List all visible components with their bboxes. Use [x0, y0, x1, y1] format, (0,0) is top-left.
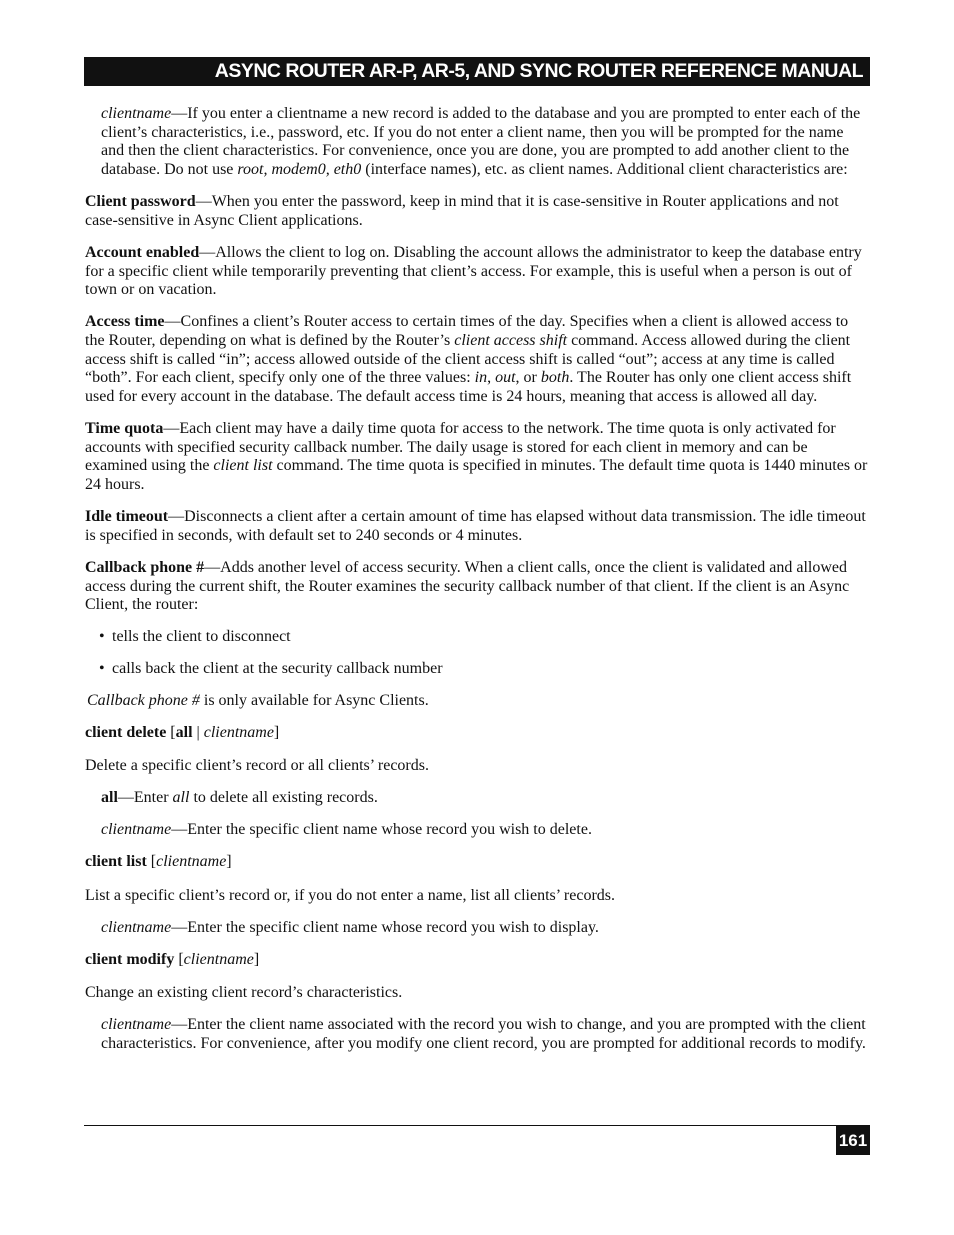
clientname-paragraph: clientname—If you enter a clientname a new record is added to the database and you are prompted to enter each of the client’s characteristics, i.e., password, etc. If you do not enter a client name, then you will be prompted for the name and then the client characteristics. For convenience, once you are done, you are prompted to add another client to the database. Do not use root, modem0, eth0 (interface names), etc. as client names. Additional client characteristics are:: [101, 105, 861, 179]
page-number: 161: [836, 1126, 870, 1155]
page-content: [85, 105, 869, 1067]
modify-clientname-option: clientname—Enter the client name associated with the record you wish to change, and you are prompted with the client characteristics. For convenience, after you modify one client record, you are prompted for additional records to modify.: [101, 1015, 866, 1052]
access-time-paragraph: Access time—Confines a client’s Router access to certain times of the day. Specifies when a client is allowed access to the Router, depending on what is defined by the Router’s client access shift command. Access allowed during the client access shift is called “in”; access allowed outside of the client access shift is called “out”; access at any time is called “both”. For each client, specify only one of the three values: in, out, or both. The Router has only one client access shift used for every account in the database. The default access time is 24 hours, meaning that access is allowed all day.: [85, 313, 852, 406]
list-clientname-option: clientname—Enter the specific client name whose record you wish to display.: [101, 918, 599, 936]
list-item: • tells the client to disconnect: [99, 628, 291, 646]
bullet-icon: •: [99, 660, 105, 678]
footer-rule: [84, 1125, 870, 1126]
delete-all-option: all—Enter all to delete all existing records.: [101, 789, 378, 807]
callback-note: Callback phone # is only available for Async Clients.: [87, 692, 429, 710]
client-password-paragraph: Client password—When you enter the password, keep in mind that it is case-sensitive in Router applications and not case-sensitive in Async Client applications.: [85, 193, 839, 229]
time-quota-paragraph: Time quota—Each client may have a daily time quota for access to the network. The time quota is only activated for accounts with specified security callback number. The daily usage is stored for each client in memory and can be examined using the client list command. The time quota is specified in minutes. The default time quota is 1440 minutes or 24 hours.: [85, 420, 868, 494]
client-modify-syntax: client modify [clientname]: [85, 950, 260, 968]
list-item: • calls back the client at the security callback number: [99, 660, 443, 678]
header-bar: [84, 57, 870, 86]
client-list-syntax: client list [clientname]: [85, 853, 232, 871]
account-enabled-paragraph: Account enabled—Allows the client to log on. Disabling the account allows the administrator to keep the database entry for a specific client while temporarily preventing that client’s access. For example, this is useful when a person is out of town or on vacation.: [85, 243, 862, 299]
delete-clientname-option: clientname—Enter the specific client name whose record you wish to delete.: [101, 821, 592, 839]
idle-timeout-paragraph: Idle timeout—Disconnects a client after a certain amount of time has elapsed without data transmission. The idle timeout is specified in seconds, with default set to 240 seconds or 4 minutes.: [85, 508, 866, 544]
clientname-term: clientname: [101, 105, 172, 122]
callback-phone-paragraph: Callback phone #—Adds another level of access security. When a client calls, once the client is validated and allowed access during the current shift, the Router examines the security callback number of that client. If the client is an Async Client, the router:: [85, 558, 850, 614]
client-modify-description: Change an existing client record’s characteristics.: [85, 983, 403, 1001]
bullet-icon: •: [99, 628, 105, 646]
client-list-description: List a specific client’s record or, if you do not enter a name, list all clients’ records.: [85, 886, 615, 904]
client-delete-description: Delete a specific client’s record or all clients’ records.: [85, 757, 429, 775]
client-delete-syntax: client delete [all | clientname]: [85, 724, 280, 742]
manual-title: ASYNC ROUTER AR-P, AR-5, AND SYNC ROUTER REFERENCE MANUAL: [214, 60, 863, 82]
